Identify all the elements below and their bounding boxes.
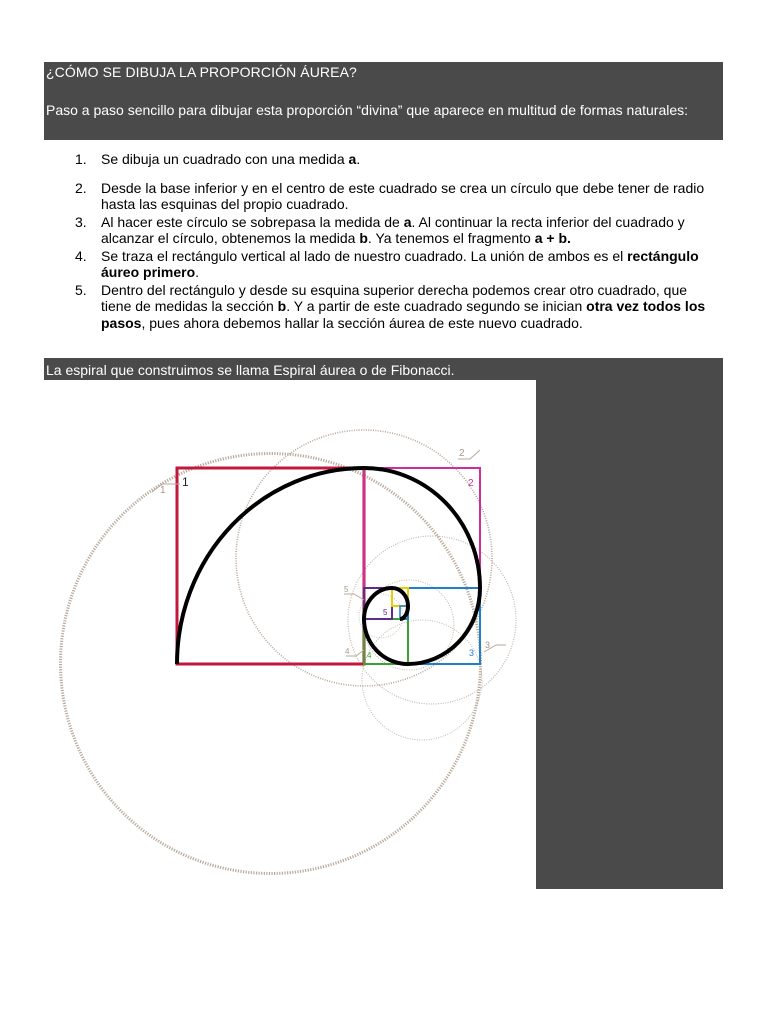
step-bold: a [403,213,412,230]
step-text: Al hacer este círculo se sobrepasa la medida de [101,213,404,230]
square-label-1: 1 [182,475,189,489]
step-text: . Ya tenemos el fragmento [367,230,535,246]
step-text: . [195,264,200,280]
arc-label-2: 2 [459,448,465,459]
page-title: ¿CÓMO SE DIBUJA LA PROPORCIÓN ÁUREA? [46,64,357,80]
step-item [75,180,715,213]
step-text: . [356,151,361,167]
step-text: Se traza el rectángulo vertical al lado de nuestro cuadrado. La unión de ambos es el [101,247,628,264]
step-item [75,282,715,332]
step-item [75,248,715,281]
arc-label-3: 3 [485,640,491,650]
step-number: 2. [75,179,87,196]
square-1 [177,468,364,664]
step-text: Dentro del rectángulo y desde su esquina superior derecha podemos crear otro cuadrado, que tiene de medidas la sección [101,281,688,314]
step-text: . Y a partir de este cuadrado segundo se inician [286,298,587,314]
step-text: , pues ahora debemos hallar la sección áurea de este nuevo cuadrado. [141,314,583,331]
step-bold: b [277,298,287,314]
arc-label-4: 4 [345,647,350,656]
step-number: 3. [75,213,87,230]
step-item [75,214,715,247]
page-subtitle: Paso a paso sencillo para dibujar esta proporción “divina” que aparece en multitud de formas naturales: [46,102,689,118]
golden-spiral [177,468,480,664]
spiral-caption-band [44,358,723,380]
step-bold: a + b. [534,230,571,246]
step-bold: rectángulo áureo primero [101,247,699,280]
header-band [44,62,723,140]
step-bold: b [359,230,368,246]
square-label-4: 4 [367,651,372,660]
spiral-caption: La espiral que construimos se llama Espiral áurea o de Fibonacci. [46,362,455,378]
step-text: . Al continuar la recta inferior del cuadrado y alcanzar el círculo, obtenemos la medida [101,213,685,246]
square-label-2: 2 [468,478,474,489]
step-text: Desde la base inferior y en el centro de este cuadrado se crea un círculo que debe tener de radio hasta las esquinas del propio cuadrado. [101,179,705,212]
step-number: 4. [75,247,87,264]
steps-list [75,151,715,331]
arc-leader-5 [344,594,364,600]
step-item [75,151,715,168]
step-number: 5. [75,281,87,298]
step-number: 1. [75,151,87,167]
square-label-3: 3 [469,648,475,658]
step-bold: otra vez todos los pasos [101,298,706,331]
arc-label-5: 5 [344,585,349,594]
step-text: Se dibuja un cuadrado con una medida [101,151,349,167]
arc-label-1: 1 [160,485,166,496]
step-bold: a [348,151,357,167]
square-label-5: 5 [383,608,388,617]
right-dark-panel [536,380,723,889]
golden-spiral-diagram [44,380,536,889]
